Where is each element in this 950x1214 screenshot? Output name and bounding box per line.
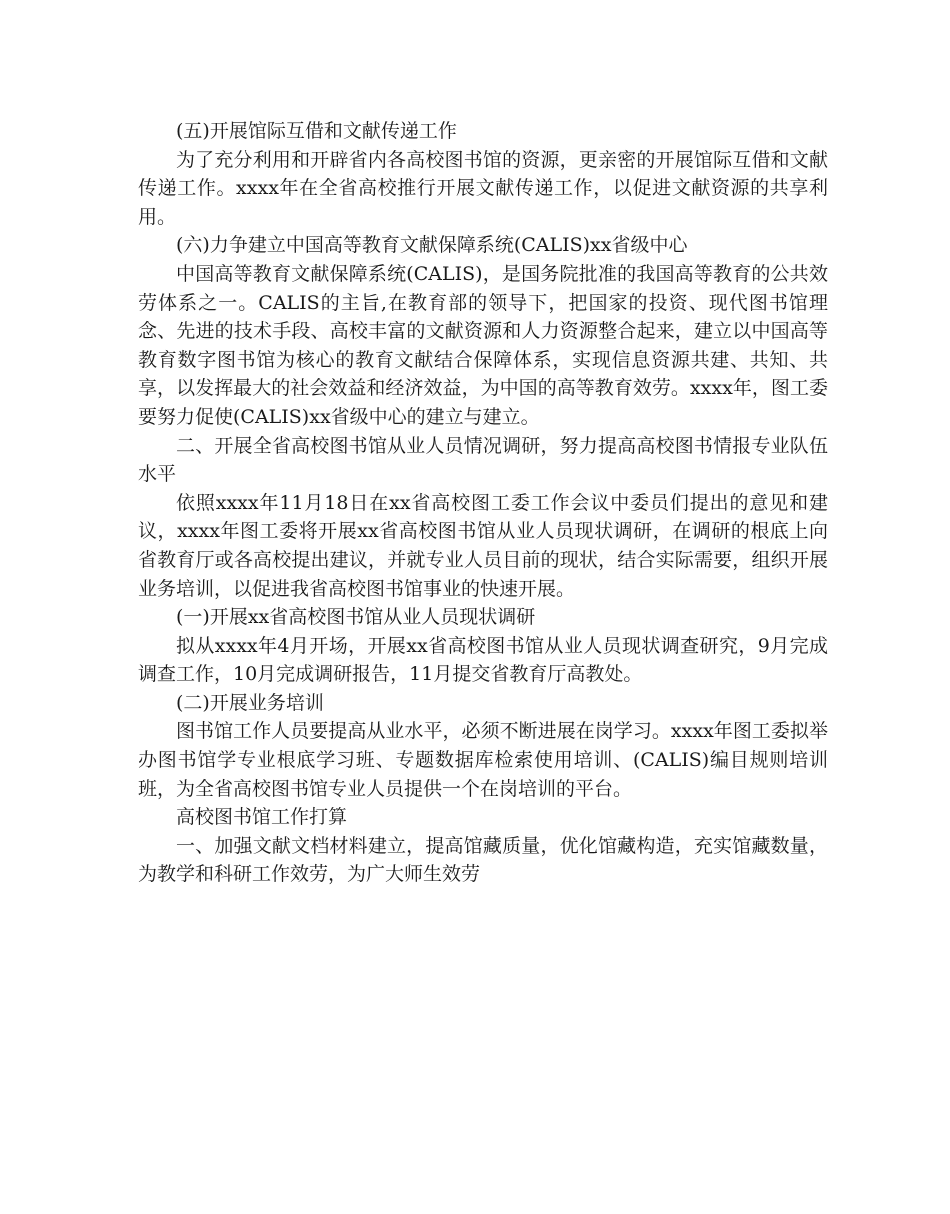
- paragraph-survey-schedule: 拟从xxxx年4月开场，开展xx省高校图书馆从业人员现状调查研究，9月完成调查工作，10月完成调研报告，11月提交省教育厅高教处。: [138, 634, 828, 686]
- paragraph-collection: 一、加强文献文档材料建立，提高馆藏质量，优化馆藏构造，充实馆藏数量，为教学和科研工作效劳，为广大师生效劳: [138, 834, 828, 886]
- paragraph-calis: 中国高等教育文献保障系统(CALIS)，是国务院批准的我国高等教育的公共效劳体系之一。CALIS的主旨,在教育部的领导下，把国家的投资、现代图书馆理念、先进的技术手段、高校丰富的文献资源和人力资源整合起来，建立以中国高等教育数字图书馆为核心的教育文献结合保障体系，实现信息资源共建、共知、共享，以发挥最大的社会效益和经济效益，为中国的高等教育效劳。xxxx年，图工委要努力促使(CALIS)xx省级中心的建立与建立。: [138, 262, 828, 428]
- paragraph-interlibrary-loan: 为了充分利用和开辟省内各高校图书馆的资源，更亲密的开展馆际互借和文献传递工作。xxxx年在全省高校推行开展文献传递工作，以促进文献资源的共享利用。: [138, 148, 828, 228]
- document-page: [138, 117, 828, 889]
- heading-subsection-1: (一)开展xx省高校图书馆从业人员现状调研: [176, 606, 536, 629]
- paragraph-survey-plan: 依照xxxx年11月18日在xx省高校图工委工作会议中委员们提出的意见和建议，xxxx年图工委将开展xx省高校图书馆从业人员现状调研，在调研的根底上向省教育厅或各高校提出建议，并就专业人员目前的现状，结合实际需要，组织开展业务培训，以促进我省高校图书馆事业的快速开展。: [138, 491, 828, 600]
- heading-work-plan: 高校图书馆工作打算: [176, 806, 348, 829]
- heading-section-5: (五)开展馆际互借和文献传递工作: [176, 120, 457, 142]
- heading-section-6: (六)力争建立中国高等教育文献保障系统(CALIS)xx省级中心: [176, 234, 688, 257]
- heading-part-2: 二、开展全省高校图书馆从业人员情况调研，努力提高高校图书情报专业队伍水平: [138, 434, 828, 486]
- heading-subsection-2: (二)开展业务培训: [176, 691, 324, 714]
- paragraph-training: 图书馆工作人员要提高从业水平，必须不断进展在岗学习。xxxx年图工委拟举办图书馆学专业根底学习班、专题数据库检索使用培训、(CALIS)编目规则培训班，为全省高校图书馆专业人员提供一个在岗培训的平台。: [138, 720, 828, 800]
